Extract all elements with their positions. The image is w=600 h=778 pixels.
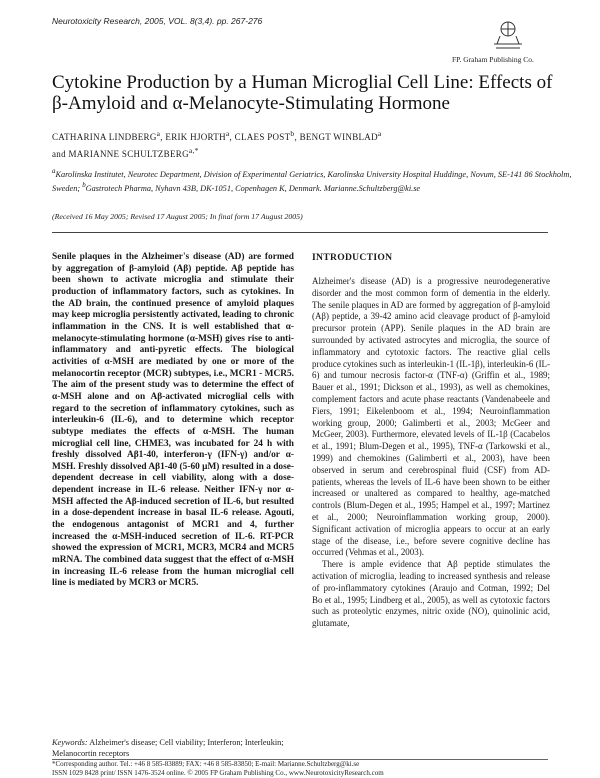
keywords-text: Alzheimer's disease; Cell viability; Interferon; Interleukin; Melanocortin receptors	[52, 738, 284, 758]
affiliation-marker: a	[52, 168, 56, 175]
author-name: , CLAES POST	[229, 132, 291, 142]
intro-paragraph-1: Alzheimer's disease (AD) is a progressive neurodegenerative disorder and the most common form of dementia in the elderly. The senile plaques in AD are formed by aggregation of β-amyloid (Aβ) peptide, a 39-42 amino acid cleavage product of β-amyloid precursor protein (APP). Senile plaques in the AD brain are surrounded by activated astrocytes and microglia, the source of inflammatory and cytotoxic factors. The reactive glial cells produce cytokines such as interleukin-1 (IL-1β), interleukin-6 (IL-6) and tumour necrosis factor-α (TNF-α) (Griffin et al., 1989; Bauer et al., 1991; Dickson et al., 1993), as well as chemokines, complement factors and acute phase reactants (Vandenabeele and Fiers, 1991; Eikelenboom et al., 1994; Neuroinflammation working group, 2000; Galimberti et al., 2003; McGeer and McGeer, 2003). Furthermore, elevated levels of IL-1β (Cacabelos et al., 1991; Blum-Degen et al., 1995), TNF-α (Tarkowski et al., 1999) and chemokines (Galimberti et al., 2003), have been observed in serum and cerebrospinal fluid (CSF) from AD-patients, whereas the levels of IL-6 have been shown to be either increased or unaltered as compared to healthy, age-matched controls (Blum-Degen et al., 1995; Hampel et al., 1997; Martinez et al., 2000; Neuroinflammation working group, 2000). Significant activation of microglia appears to occur at an early stage of the disease, i.e., before severe cognitive decline has occurred (Vehmas et al., 2003).	[312, 276, 550, 558]
article-title: Cytokine Production by a Human Microglial Cell Line: Effects of β-Amyloid and α-Melanocyte-Stimulating Hormone	[52, 72, 553, 114]
affiliation-marker: b	[290, 129, 295, 138]
journal-citation: Neurotoxicity Research, 2005, VOL. 8(3,4). pp. 267-276	[52, 16, 263, 26]
issn-copyright-line: ISSN 1029 8428 print/ ISSN 1476-3524 online. © 2005 FP Graham Publishing Co., www.NeurotoxicityResearch.com	[52, 769, 384, 777]
author-name: , BENGT WINBLAD	[294, 132, 378, 142]
abstract-text: Senile plaques in the Alzheimer's disease (AD) are formed by aggregation of β-amyloid (Aβ) peptide. Aβ peptide has been shown to activate microglia and stimulate their production of inflammatory factors, such as cytokines. In the AD brain, the continued presence of amyloid plaques may keep microglia persistently activated, leading to chronic inflammation in the CNS. It is well established that α-melanocyte-stimulating hormone (α-MSH) gives rise to anti-inflammatory and anti-pyretic effects. The biological activities of α-MSH are mediated by one or more of the melanocortin receptor (MCR) subtypes, i.e., MCR1 - MCR5. The aim of the present study was to determine the effect of α-MSH alone and on Aβ-activated microglial cells with regard to the secretion of inflammatory cytokines, such as interleukin-6 (IL-6), and to determine which receptor subtype mediates the effects of α-MSH. The human microglial cell line, CHME3, was incubated for 24 h with freshly dissolved Aβ1-40, interferon-γ (IFN-γ) and/or α-MSH. Freshly dissolved Aβ1-40 (5-60 μM) resulted in a dose-dependent decrease in cell viability, along with a dose-dependent increase in IL-6 release. Neither IFN-γ nor α-MSH affected the Aβ-induced secretion of IL-6, but resulted in a dose-dependent increase in basal IL-6 release. Agouti, the endogenous antagonist of MCR1 and 4, further increased the α-MSH-induced secretion of IL-6. RT-PCR showed the expression of MCR1, MCR3, MCR4 and MCR5 mRNA. The combined data suggest that the effect of α-MSH in increasing IL-6 release from the human microglial cell line is mediated by MCR3 or MCR5.	[52, 252, 294, 589]
author-name: , ERIK HJORTH	[160, 132, 226, 142]
received-dates: (Received 16 May 2005; Revised 17 August 2005; In final form 17 August 2005)	[52, 212, 303, 221]
section-heading-introduction: INTRODUCTION	[312, 252, 393, 263]
affiliation-marker: b	[82, 181, 86, 189]
affiliation-marker: a	[156, 129, 161, 138]
footnote	[52, 760, 552, 778]
affiliation-text: Karolinska Institutet, Neurotec Department, Division of Experimental Geriatrics, Karolinska University Hospital Huddinge, Novum, SE-141 86 Stockholm, Sweden;	[52, 169, 572, 193]
affiliation-marker: a	[225, 129, 230, 138]
introduction-body	[312, 276, 550, 630]
header-divider	[52, 232, 548, 233]
corresponding-author-note: *Corresponding author. Tel.: +46 8 585-83889; FAX: +46 8 585-83850; E-mail: Marianne.Schultzberg@ki.se	[52, 760, 360, 768]
affiliation-marker: a,*	[188, 146, 199, 155]
keywords	[52, 737, 294, 759]
abstract	[52, 252, 294, 590]
author-name: and MARIANNE SCHULTZBERG	[52, 149, 189, 159]
affiliation-marker: a	[377, 129, 382, 138]
affiliation-text-b: Gastrotech Pharma, Nyhavn 43B, DK-1051, Copenhagen K, Denmark. Marianne.Schultzberg@ki.se	[85, 183, 421, 193]
keywords-label: Keywords:	[52, 738, 88, 747]
author-list	[52, 127, 572, 161]
author-name: CATHARINA LINDBERG	[52, 132, 157, 142]
affiliations	[52, 166, 572, 194]
publisher-logo	[488, 18, 528, 54]
intro-paragraph-2: There is ample evidence that Aβ peptide stimulates the activation of microglia, leading to increased synthesis and release of pro-inflammatory cytokines (Araujo and Cotman, 1992; Del Bo et al., 1995; Lindberg et al., 2005), as well as cytotoxic factors such as proteolytic enzymes, nitric oxide (NO), quinolinic acid, glutamate,	[312, 559, 550, 629]
publisher-name: FP. Graham Publishing Co.	[452, 55, 534, 64]
